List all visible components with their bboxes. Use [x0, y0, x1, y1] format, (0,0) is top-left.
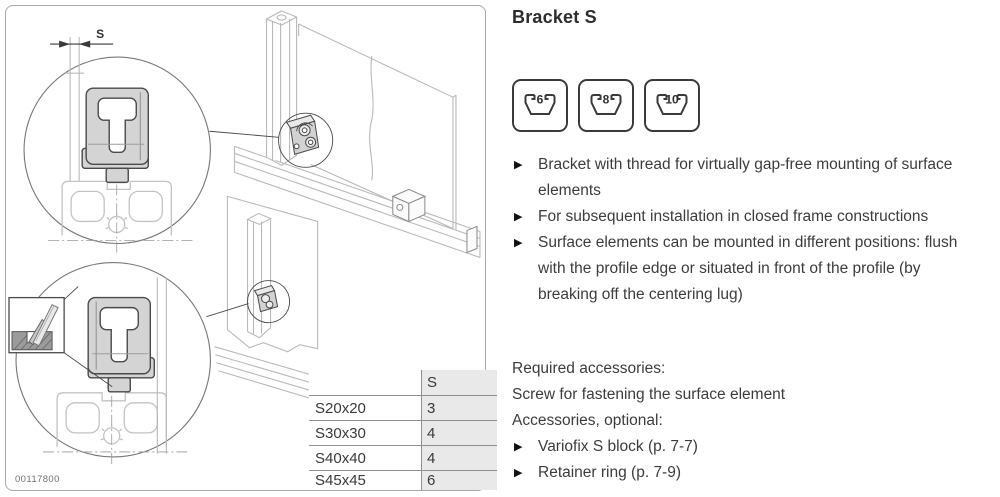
groove-size-icons — [512, 79, 700, 132]
groove-size-value: 6 — [536, 92, 544, 107]
product-description — [512, 0, 978, 497]
technical-figure — [5, 5, 486, 491]
size-dimension — [50, 27, 113, 48]
groove-size-icon — [644, 79, 700, 132]
groove-profile-glyph — [586, 90, 626, 121]
bullet-triangle-icon: ▶ — [514, 211, 523, 223]
detail-circle-bottom — [9, 263, 210, 466]
size-table-row: S20x20 3 — [309, 396, 497, 421]
figure-id: 00117800 — [15, 474, 60, 485]
size-table-col-header: S — [422, 370, 498, 396]
groove-profile-glyph — [652, 90, 692, 121]
accessory-item — [512, 460, 972, 486]
size-table-row: S30x30 4 — [309, 421, 497, 446]
feature-text: Bracket with thread for virtually gap-free mounting of surface elements — [538, 156, 953, 199]
groove-profile-glyph — [520, 90, 560, 121]
feature-item — [512, 152, 972, 204]
accessory-text: Retainer ring (p. 7-9) — [538, 464, 682, 481]
feature-item — [512, 230, 972, 308]
bullet-triangle-icon: ▶ — [514, 467, 523, 479]
feature-item — [512, 204, 972, 230]
bullet-triangle-icon: ▶ — [514, 159, 523, 171]
feature-text: For subsequent installation in closed frame constructions — [538, 208, 929, 225]
size-table-row: S40x40 4 — [309, 446, 497, 471]
feature-list — [512, 152, 972, 308]
size-table-header-row — [309, 370, 497, 396]
size-table — [309, 370, 497, 490]
size-table-row: S45x45 6 — [309, 471, 497, 491]
groove-size-icon — [578, 79, 634, 132]
accessories-optional-label: Accessories, optional: — [512, 412, 663, 429]
bullet-triangle-icon: ▶ — [514, 441, 523, 453]
accessory-text: Variofix S block (p. 7-7) — [538, 438, 698, 455]
accessories-required-item: Screw for fastening the surface element — [512, 386, 786, 403]
groove-size-value: 10 — [665, 92, 679, 107]
accessory-list — [512, 434, 972, 486]
groove-size-icon — [512, 79, 568, 132]
accessory-item — [512, 434, 972, 460]
dimension-label: S — [96, 27, 105, 42]
accessories-required-label: Required accessories: — [512, 360, 666, 377]
feature-text: Surface elements can be mounted in different positions: flush with the profile edge or situated in front of the profile (by breaking off the centering lug) — [538, 234, 958, 303]
breakoff-inset — [9, 298, 64, 353]
groove-size-value: 8 — [602, 92, 610, 107]
bullet-triangle-icon: ▶ — [514, 237, 523, 249]
accessories-section — [512, 356, 972, 486]
detail-circle-top — [24, 27, 210, 254]
page-title: Bracket S — [512, 7, 597, 27]
